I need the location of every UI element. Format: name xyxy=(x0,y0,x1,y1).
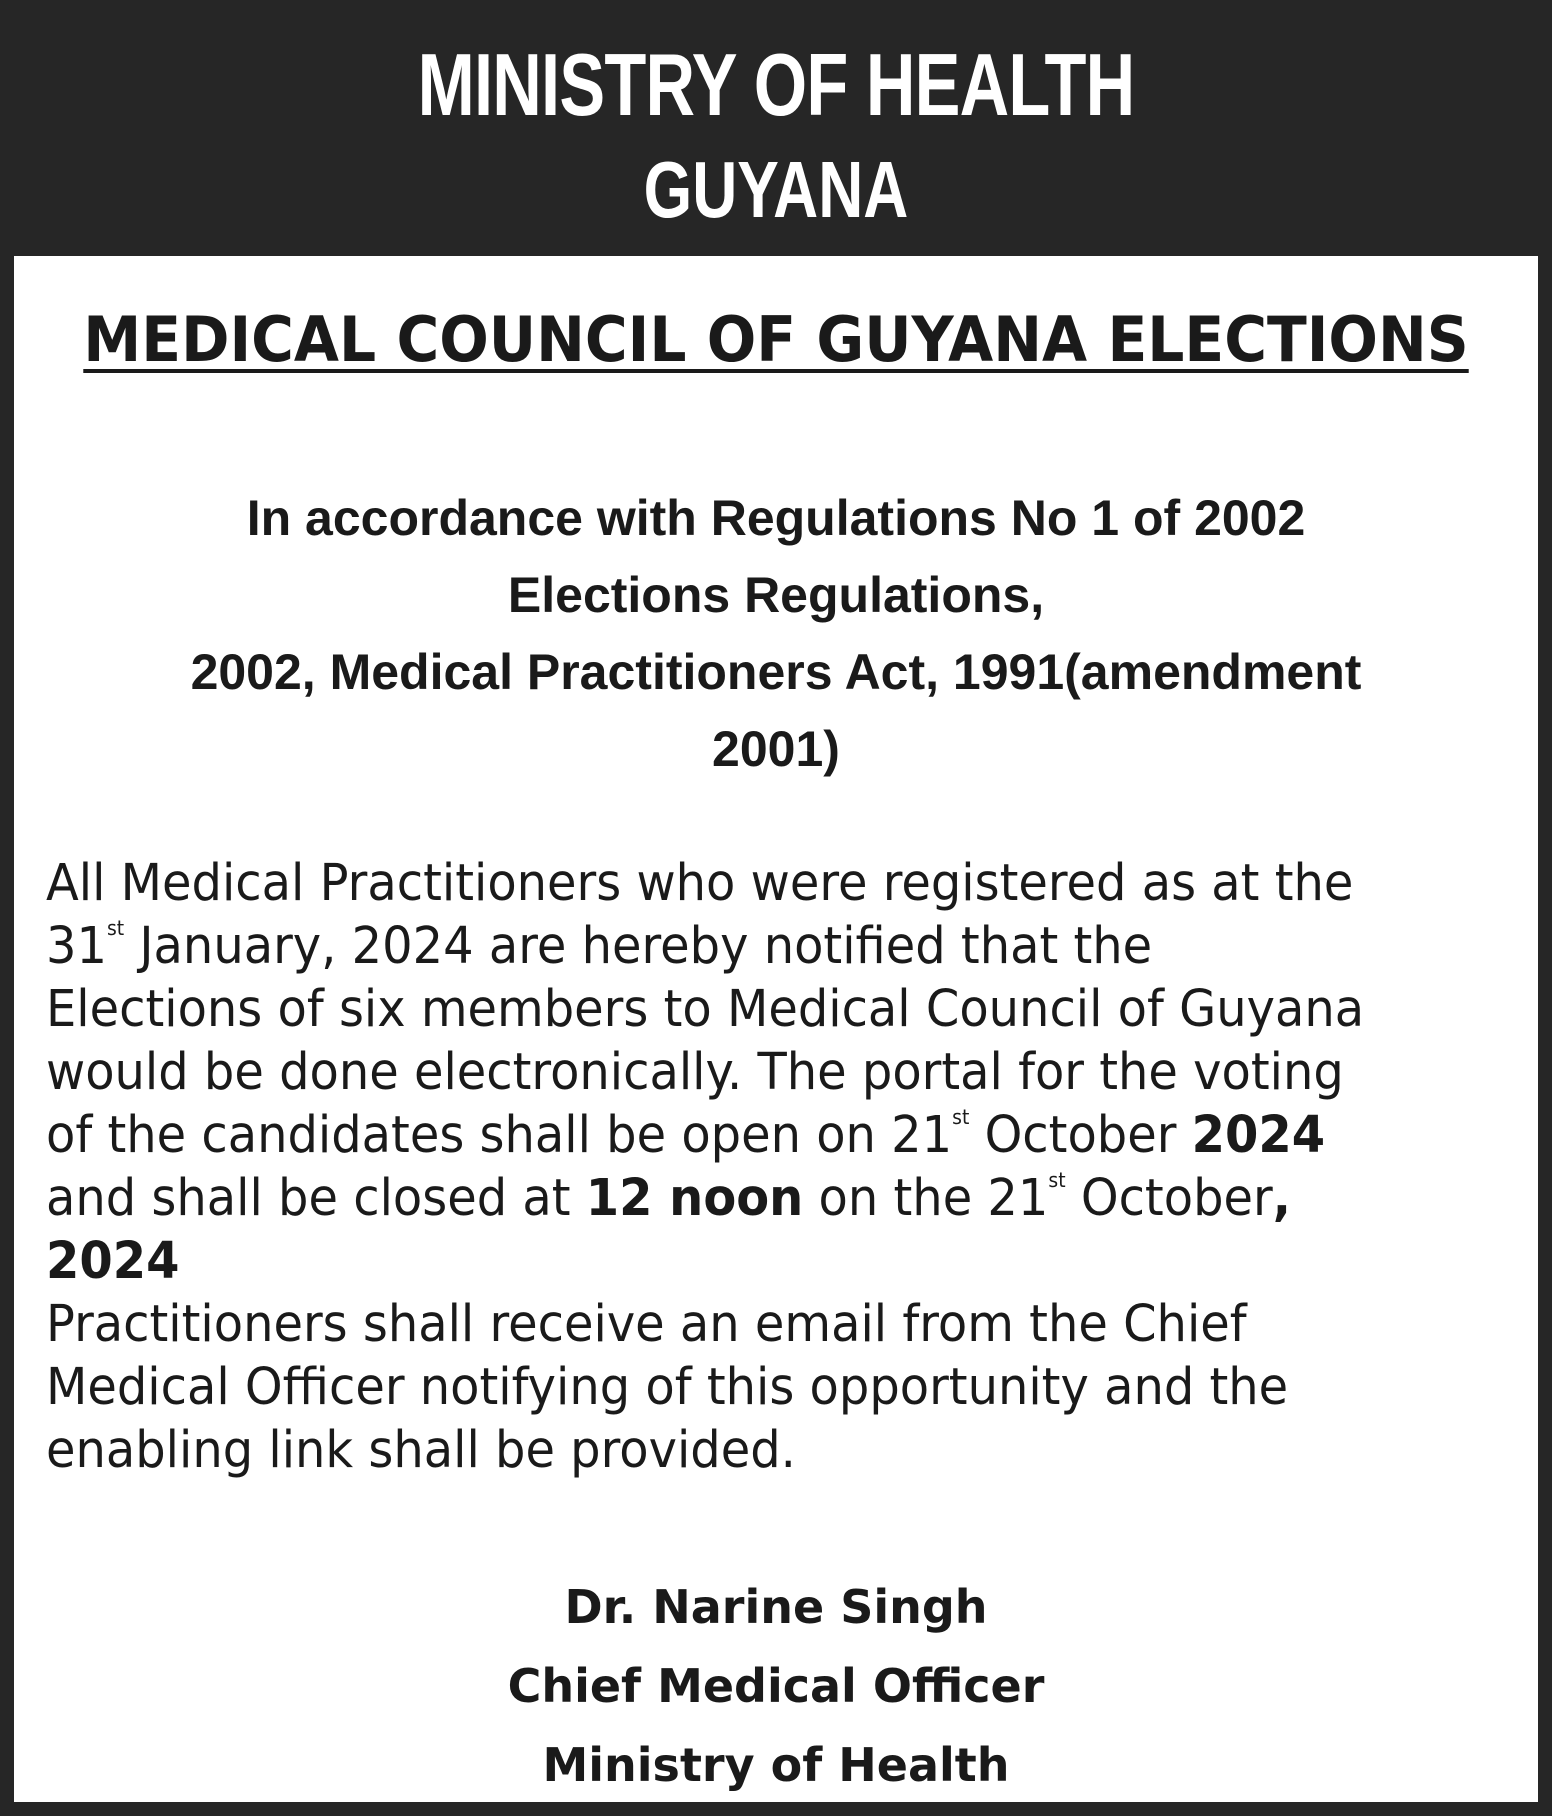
body-text: January, 2024 are hereby notified that the xyxy=(124,917,1153,976)
body-text: October xyxy=(1065,1169,1273,1228)
signatory-organization: Ministry of Health xyxy=(542,1738,1010,1792)
body-text: Practitioners shall receive an email from the Chief xyxy=(46,1295,1247,1354)
close-year: 2024 xyxy=(46,1232,180,1291)
body-text: of the candidates shall be open on 21 xyxy=(46,1106,953,1165)
header-band xyxy=(14,0,1538,256)
body-text: Medical Officer notifying of this opportunity and the xyxy=(46,1358,1289,1417)
signatory-name: Dr. Narine Singh xyxy=(564,1580,988,1634)
body-text: and shall be closed at xyxy=(46,1169,586,1228)
regulation-line: In accordance with Regulations No 1 of 2002 xyxy=(246,490,1306,546)
bold-comma: , xyxy=(1272,1169,1291,1228)
regulation-reference xyxy=(14,480,1538,788)
body-line xyxy=(46,1230,1447,1293)
body-line xyxy=(46,1167,1447,1230)
ordinal-suffix: st xyxy=(107,916,125,940)
body-line xyxy=(46,1293,1447,1356)
body-line xyxy=(46,1041,1447,1104)
ordinal-suffix: st xyxy=(952,1105,970,1129)
regulation-line: 2002, Medical Practitioners Act, 1991(amendment xyxy=(190,644,1362,700)
signatory-title: Chief Medical Officer xyxy=(507,1659,1045,1713)
body-line xyxy=(46,915,1447,978)
body-text: on the 21 xyxy=(803,1169,1049,1228)
body-line xyxy=(46,1104,1447,1167)
regulation-line: 2001) xyxy=(712,721,840,777)
body-text: October xyxy=(969,1106,1192,1165)
body-text: enabling link shall be provided. xyxy=(46,1421,796,1480)
closing-time: 12 noon xyxy=(585,1169,804,1228)
regulation-line: Elections Regulations, xyxy=(507,567,1045,623)
ministry-heading: MINISTRY OF HEALTH xyxy=(417,35,1135,134)
body-line xyxy=(46,1356,1447,1419)
body-text: 31 xyxy=(46,917,108,976)
body-line xyxy=(46,978,1447,1041)
body-text: Elections of six members to Medical Council of Guyana xyxy=(46,980,1365,1039)
ordinal-suffix: st xyxy=(1048,1168,1066,1192)
body-text: would be done electronically. The portal for the voting xyxy=(46,1043,1344,1102)
country-heading: GUYANA xyxy=(643,145,909,234)
body-line xyxy=(46,1419,1447,1482)
signature-block xyxy=(14,1568,1538,1805)
body-line xyxy=(46,852,1447,915)
body-text: All Medical Practitioners who were registered as at the xyxy=(46,854,1354,913)
page-title: MEDICAL COUNCIL OF GUYANA ELECTIONS xyxy=(83,303,1469,376)
open-year: 2024 xyxy=(1191,1106,1326,1165)
notice-body xyxy=(46,852,1447,1482)
